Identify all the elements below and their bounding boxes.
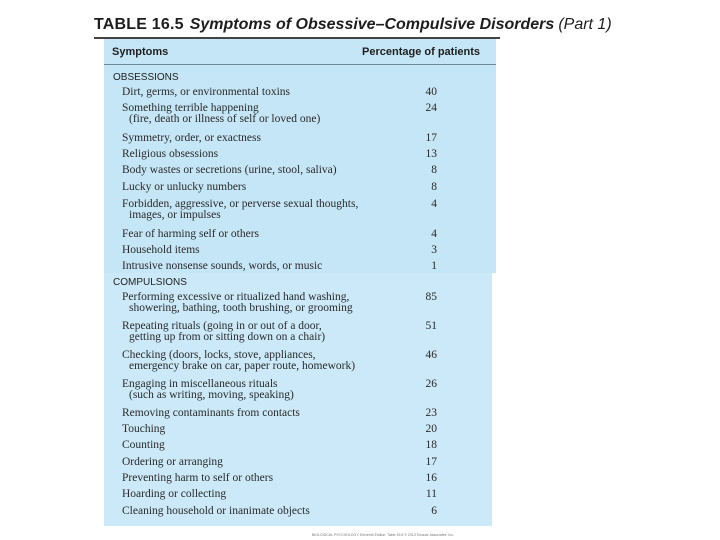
percentage-value: 26 — [425, 378, 437, 390]
obsession-row — [122, 261, 437, 272]
table-name: Symptoms of Obsessive–Compulsive Disorders — [189, 16, 555, 33]
symptom-text: getting up from or sitting down on a chair) — [129, 331, 326, 343]
percentage-value: 51 — [425, 320, 437, 332]
symptom-text: Forbidden, aggressive, or perverse sexual thoughts, — [122, 198, 359, 210]
compulsion-row — [122, 473, 437, 484]
symptom-text: Religious obsessions — [122, 148, 219, 160]
compulsion-row — [122, 424, 437, 435]
symptom-text: (fire, death or illness of self or loved one) — [129, 113, 321, 125]
symptom-text: images, or impulses — [129, 209, 221, 221]
obsession-row — [122, 87, 437, 98]
percentage-value: 1 — [431, 260, 437, 272]
obsession-row — [122, 182, 437, 193]
percentage-value: 17 — [425, 456, 437, 468]
symptom-text: emergency brake on car, paper route, homework) — [129, 360, 356, 372]
table-title — [94, 16, 612, 36]
obsession-row — [122, 103, 437, 125]
percentage-value: 13 — [425, 148, 437, 160]
percentage-value: 8 — [431, 164, 437, 176]
table-part: (Part 1) — [558, 16, 612, 33]
compulsion-row — [122, 321, 437, 343]
obsession-row — [122, 199, 437, 221]
symptom-text: Household items — [122, 244, 200, 256]
symptom-text: Preventing harm to self or others — [122, 472, 274, 484]
percentage-value: 24 — [425, 102, 437, 114]
symptom-text: Cleaning household or inanimate objects — [122, 505, 310, 517]
compulsions-heading: COMPULSIONS — [113, 277, 187, 288]
percentage-value: 11 — [425, 488, 437, 500]
percentage-value: 40 — [425, 86, 437, 98]
obsession-row — [122, 149, 437, 160]
compulsion-row — [122, 506, 437, 517]
percentage-value: 6 — [431, 505, 437, 517]
obsession-row — [122, 229, 437, 240]
symptom-text: Symmetry, order, or exactness — [122, 132, 261, 144]
percentage-value: 46 — [425, 349, 437, 361]
symptom-text: Intrusive nonsense sounds, words, or music — [122, 260, 323, 272]
percentage-value: 20 — [425, 423, 437, 435]
compulsion-row — [122, 457, 437, 468]
table-label: TABLE 16.5 — [94, 16, 184, 33]
symptom-text: Touching — [122, 423, 166, 435]
symptom-text: Hoarding or collecting — [122, 488, 227, 500]
symptom-text: Performing excessive or ritualized hand washing, — [122, 291, 350, 303]
symptom-text: Repeating rituals (going in or out of a door, — [122, 320, 322, 332]
symptom-text: Checking (doors, locks, stove, appliances, — [122, 349, 316, 361]
symptom-text: Dirt, germs, or environmental toxins — [122, 86, 290, 98]
table-header — [104, 40, 496, 64]
symptom-text: Counting — [122, 439, 165, 451]
percentage-value: 23 — [425, 407, 437, 419]
percentage-value: 18 — [425, 439, 437, 451]
symptom-text: Something terrible happening — [122, 102, 259, 114]
symptom-text: Removing contaminants from contacts — [122, 407, 300, 419]
header-rule — [104, 64, 496, 65]
percentage-value: 17 — [425, 132, 437, 144]
symptom-text: Ordering or arranging — [122, 456, 223, 468]
header-percentage: Percentage of patients — [362, 46, 480, 58]
compulsion-row — [122, 379, 437, 401]
obsession-row — [122, 245, 437, 256]
symptom-text: Lucky or unlucky numbers — [122, 181, 247, 193]
symptom-text: Fear of harming self or others — [122, 228, 260, 240]
compulsion-row — [122, 440, 437, 451]
compulsion-row — [122, 408, 437, 419]
percentage-value: 4 — [431, 198, 437, 210]
percentage-value: 8 — [431, 181, 437, 193]
symptom-text: Body wastes or secretions (urine, stool, saliva) — [122, 164, 337, 176]
percentage-value: 4 — [431, 228, 437, 240]
symptom-text: Engaging in miscellaneous rituals — [122, 378, 278, 390]
percentage-value: 3 — [431, 244, 437, 256]
copyright-footer: BIOLOGICAL PSYCHOLOGY, Eleventh Edition, Table 16.5 © 2013 Sinauer Associates, Inc. — [312, 533, 455, 537]
compulsion-row — [122, 489, 437, 500]
obsessions-heading: OBSESSIONS — [113, 72, 179, 83]
header-symptoms: Symptoms — [112, 46, 169, 58]
percentage-value: 85 — [425, 291, 437, 303]
symptom-text: (such as writing, moving, speaking) — [129, 389, 294, 401]
obsession-row — [122, 165, 437, 176]
symptom-text: showering, bathing, tooth brushing, or grooming — [129, 302, 353, 314]
obsession-row — [122, 133, 437, 144]
compulsion-row — [122, 292, 437, 314]
percentage-value: 16 — [425, 472, 437, 484]
compulsion-row — [122, 350, 437, 372]
